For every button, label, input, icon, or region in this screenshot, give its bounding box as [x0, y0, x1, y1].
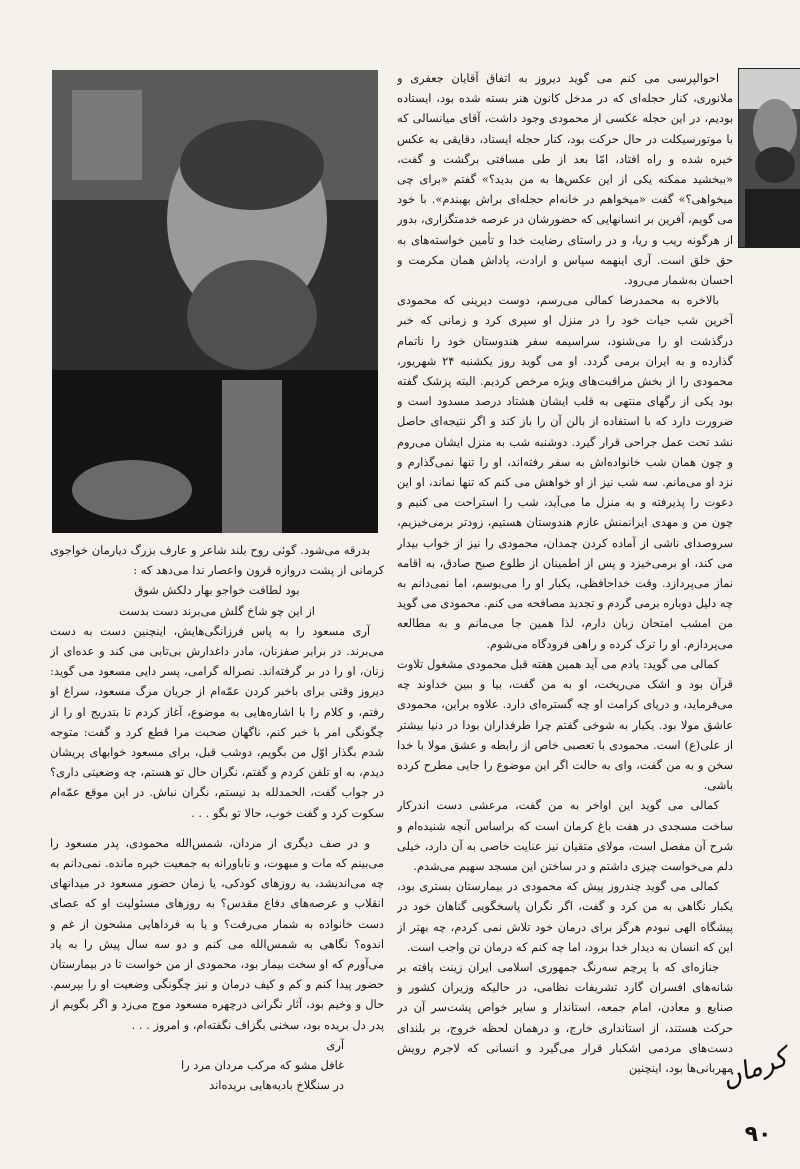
verse-line: غافل مشو که مرکب مردان مرد را — [180, 1058, 344, 1073]
magazine-logo: کرمان — [717, 1042, 792, 1095]
verse-line: بود لطافت خواجو بهار دلکش شوق — [134, 583, 300, 598]
paragraph: و در صف دیگری از مردان، شمس‌الله محمودی، پدر مسعود را می‌بینم که مات و مبهوت، و ناباورانه به جمعیت خیره مانده. نمی‌دانم به چه می‌اندیشد، به روزهای کودکی، یا زمان حضور مسعود در میدانهای انقلاب و عرصه‌های دفاع مقدس؟ به روزهای مسئولیت او که عصای دست خانواده به شمار می‌رفت؟ و یا به فرداهایی مشحون از غم و اندوه؟ نگاهی به شمس‌الله می کنم و دو سه سال پیش را به یاد می‌آورم که او سخت بیمار بود، محمودی از من خواست تا در بیمارستان حضور پیدا کنم و کم و کیف درمان و نیز چگونگی وضعیت او را بپرسم. حال و وخیم بود، آثار نگرانی درچهره مسعود موج می‌زد و اگر بگویم از پدر دل بریده بود، سخنی بگزاف نگفته‌ام، و امروز . . . — [50, 835, 384, 1032]
paragraph: آری مسعود را به پاس فرزانگی‌هایش، اینچنین دست به دست می‌برند. در برابر صفزنان، مادر داغدارش بی‌تابی می کند و عده‌ای از زنان، او را در بر گرفته‌اند. نصراله گرامی، پسر دایی مسعود می گوید: دیروز وقتی برای باخبر کردن عمّه‌ام از جریان مرگ مسعود، سراغ او رفتم، و کلام را با اشاره‌هایی به موضوع، آغاز کردم تا بتدریج او را از چگونگی امر با خبر کنم، ناگهان صحبت مرا قطع کرد و گفت: متوجه شدم بگذار اوّل من بگویم، دوشب قبل، برای مسعود خوابهای پریشان دیدم، به او تلفن کردم و گفتم، نگران حال تو هستم، چه وضعیتی داری؟ در جواب گفت، الحمدلله بد نیستم، نگران نباش. در این موقع عمّه‌ام سکوت کرد و گفت خوب، حالا تو بگو . . . — [50, 623, 384, 820]
paragraph: کمالی می گوید این اواخر به من گفت، مرعشی دست اندرکار ساخت مسجدی در هفت باغ کرمان است که براساس آنچه شنیده‌ام و شرح آن مفصل است، مولای متقیان نیز عنایت خاصی به آن دارد، خیلی دلم می‌خواست چیزی داشتم و در ساختن این مسجد سهیم می‌شدم. — [397, 798, 733, 873]
main-portrait-photo — [52, 70, 378, 533]
paragraph: کمالی می گوید: یادم می آید همین هفته قبل محمودی مشغول تلاوت قرآن بود و اشک می‌ریخت، او به من گفت، بیا و ببین خداوند چه می‌فرماید، و دریای کرامت او چه گستره‌ای دارد. علاوه براین، محمودی عاشق مولا بود. یکبار به شوخی گفتم چرا طرفداران بودا در دنیا بیشتر از علی(ع) است. محمودی با تعصبی خاص از رابطه و عشق مولا با خدا سخن و به من گفت، وای به حالت اگر این موضوع را جایی مطرح کرده باشی. — [397, 656, 733, 793]
paragraph: جنازه‌ای که با پرچم سه‌رنگ جمهوری اسلامی ایران زینت یافته بر شانه‌های افسران گارد تشریفات نظامی، در حالیکه وزیران کشور و صنایع و معادن، امام جمعه، استاندار و سایر خواص پشت‌سر آن در حرکت هستند، از استانداری خارج، و درهمان لحظه خروج، بر بلندای دست‌های مردمی اشکبار قرار می‌گیرد و انسانی که لاجرم رویش مهربانی‌ها بود، اینچنین — [397, 959, 733, 1075]
paragraph: بدرقه می‌شود. گوئی روح بلند شاعر و عارف بزرگ دیارمان خواجوی کرمانی از پشت دروازه قرون واعصار ندا می‌دهد که : — [50, 543, 384, 578]
small-portrait-photo — [738, 68, 800, 248]
portrait-image — [52, 70, 378, 533]
paragraph: کمالی می گوید چندروز پیش که محمودی در بیمارستان بستری بود، یکبار نگاهی به من کرد و گفت، اگر نگران پاسخگویی گناهان خود در پیشگاه الهی نبودم هرگز برای درمان خود تلاش نمی کردم، چه بهتر از این که انسان به دیدار خدا برود، اما چه کنم که درمان تن واجب است. — [397, 879, 733, 954]
portrait-image — [739, 69, 800, 247]
verse-line: از این چو شاخ گلش می‌برند دست بدست — [119, 603, 315, 618]
page-number: ۹۰ — [744, 1122, 772, 1147]
verse-line: آری — [326, 1037, 344, 1052]
paragraph: احوالپرسی می کنم می گوید دیروز به اتفاق آقایان جعفری و ملانوری، کنار حجله‌ای که در مدخل کانون هنر بسته شده بود، ایستاده بودیم، در این حجله عکسی از محمودی وجود داشت، آقای میانسالی که با موتورسیکلت در حال حرکت بود، کنار حجله ایستاد، دقایقی به عکس خیره شده و راه افتاد، امّا بعد از طی مسافتی برگشت و گفت، «ببخشید ممکنه یکی از این عکس‌ها به من بدید؟» گفتم «برای چی میخواهی؟» گفت «میخواهم در خانه‌ام حجله‌ای براش بهبندم». با خود می گویم، آفرین بر انسانهایی که حضورشان در عرصه خدمتگزاری، بدور از هرگونه ریب و ریا، و در راستای رضایت خدا و تأمین خواسته‌های به حق خلق است. آری اینهمه سپاس و ارادت، پاداش همان مکرمت و احسان به‌شمار می‌رود. — [397, 71, 733, 288]
right-text-column — [397, 68, 733, 1138]
paragraph: بالاخره به محمدرضا کمالی می‌رسم، دوست دیرینی که محمودی آخرین شب حیات خود را در منزل او سپری کرد و زمانی که خبر درگذشت او را می‌شنود، سراسیمه سفر هندوستان خود را ناتمام گذارده و به ایران برمی گردد. او می گوید روز یکشنبه ۲۴ شهریور، محمودی را از بخش مراقبت‌های ویژه مرخص کردیم. البته پزشک گفته بود یکی از رگهای منتهی به قلب ایشان هشتاد درصد مسدود است و ضرورت دارد که با استفاده از بالن آن را باز کند و اگر نتیجه‌ای حاصل نشد تحت عمل جراحی قرار گیرد. دوشنبه شب به منزل ایشان می‌روم و چون همان شب خانواده‌اش به سفر رفته‌اند، او را تنها نمی‌گذارم و نزد او می‌مانم. سه شب نیز از او خواهش می کنم که تنها نماند، او این دعوت را پذیرفته و به منزل ما می‌آید، شب را استراحت می کنیم و چون من و مهدی ایرانمنش عازم هندوستان هستیم، زودتر برمی‌خیزیم، سروصدای ناشی از آماده کردن چمدان، محمودی را نیز از خواب بیدار می کند، او برمی‌خیزد و پس از اطمینان از طلوع صبح صادق، به اقامه نماز می‌پردازد. وقت خداحافظی، یکبار او را می‌بوسم، اما نمی‌دانم به چه دلیل دوباره برمی گردم و تجدید مصافحه می کنم. محمودی می گوید من امشب امتحان زبان دارم، لذا همین جا می‌مانم و به مطالعه می‌پردازم. او را ترک کرده و راهی فرودگاه می‌شوم. — [397, 293, 733, 651]
left-text-column — [50, 540, 384, 1125]
verse-line: در سنگلاخ بادیه‌هایی بریده‌اند — [209, 1078, 344, 1093]
